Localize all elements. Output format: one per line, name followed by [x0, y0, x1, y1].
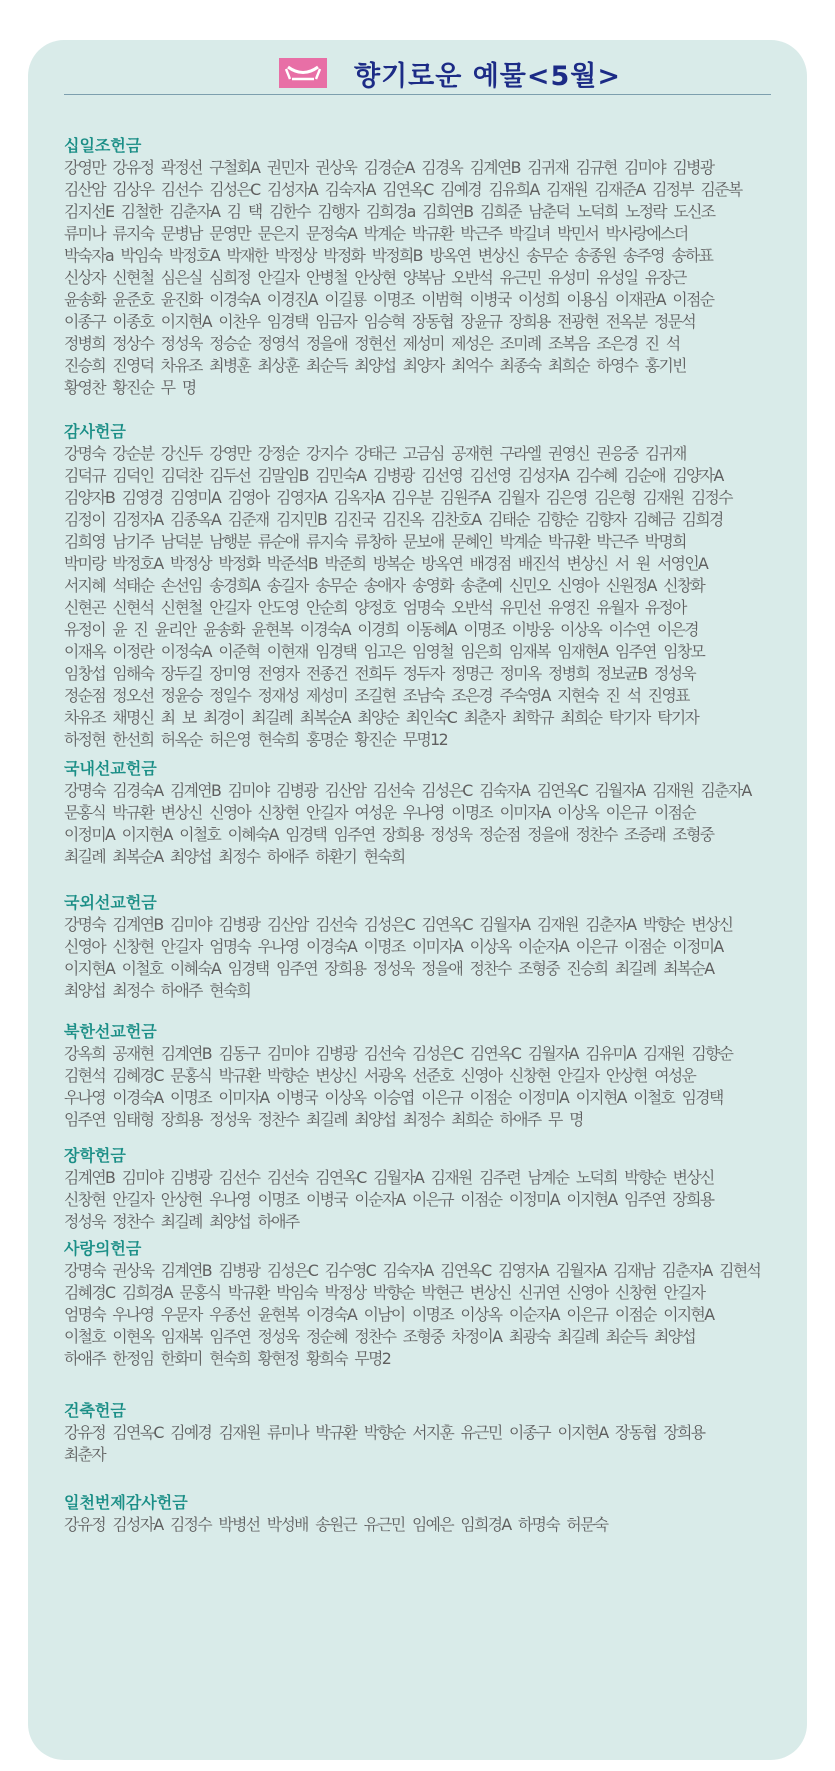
- section-title: 국내선교헌금: [64, 759, 157, 778]
- donor-names-row: 강옥희 공재현 김계연B 김동구 김미야 김병광 김선숙 김성은C 김연옥C 김월자A 김유미A 김재원 김향순: [64, 1044, 733, 1063]
- donor-names-row: 차유조 채명신 최 보 최경이 최길례 최복순A 최양순 최인숙C 최춘자 최학규 최희순 탁기자 탁기자: [64, 708, 699, 727]
- donor-names-row: 박숙자a 박임숙 박정호A 박재한 박정상 박정화 박정희B 방옥연 변상신 송무순 송종원 송주영 송하표: [64, 246, 713, 265]
- donor-names-row: 문홍식 박규환 변상신 신영아 신창현 안길자 여성운 우나영 이명조 이미자A 이상옥 이은규 이점순: [64, 803, 695, 822]
- offering-section: [64, 421, 783, 751]
- donor-names-row: 정성욱 정찬수 최길례 최양섭 하애주: [64, 1212, 299, 1231]
- donor-names-row: 박미랑 박정호A 박정상 박정화 박준석B 박준희 방복순 방옥연 배경점 배진석 변상신 서 원 서영인A: [64, 554, 708, 573]
- offering-section: [64, 892, 783, 1002]
- donor-names-row: 엄명숙 우나영 우문자 우종선 윤현복 이경숙A 이남이 이명조 이상옥 이순자A 이은규 이점순 이지현A: [64, 1305, 714, 1324]
- donor-names-row: 최길례 최복순A 최양섭 최정수 하애주 하환기 현숙희: [64, 847, 405, 866]
- donor-names-row: 김혜경C 김희경A 문홍식 박규환 박임숙 박정상 박향순 박현근 변상신 신귀연 신영아 신창현 안길자: [64, 1283, 705, 1302]
- donor-names-row: 이철호 이현옥 임재복 임주연 정성욱 정순혜 정찬수 조형중 차정이A 최광숙 최길례 최순득 최양섭: [64, 1327, 695, 1346]
- section-title: 국외선교헌금: [64, 893, 157, 912]
- section-title: 일천번제감사헌금: [64, 1493, 188, 1512]
- donor-names-row: 신영아 신창현 안길자 엄명숙 우나영 이경숙A 이명조 이미자A 이상옥 이순자A 이은규 이점순 이정미A: [64, 937, 723, 956]
- offering-section: [64, 1145, 783, 1233]
- donor-names-row: 김덕규 김덕인 김덕찬 김두선 김말임B 김민숙A 김병광 김선영 김선영 김성자A 김수혜 김순애 김양자A: [64, 466, 723, 485]
- donor-names-row: 강명숙 강순분 강신두 강영만 강정순 강지수 강태근 고금심 공재현 구라엘 권영신 권응중 김귀재: [64, 444, 686, 463]
- donor-names-row: 우나영 이경숙A 이명조 이미자A 이병국 이상옥 이승엽 이은규 이점순 이정미A 이지현A 이철호 임경택: [64, 1088, 723, 1107]
- offering-section: [64, 758, 783, 868]
- donor-names-row: 서지혜 석태순 손선임 송경희A 송길자 송무순 송애자 송영화 송춘예 신민오 신영아 신원정A 신창화: [64, 576, 705, 595]
- donor-names-row: 강영만 강유정 곽정선 구철회A 권민자 권상욱 김경순A 김경옥 김계연B 김귀재 김규현 김미야 김병광: [64, 158, 714, 177]
- donor-names-row: 류미나 류지숙 문병남 문영만 문은지 문정숙A 박계순 박규환 박근주 박길녀 박민서 박사랑에스더: [64, 224, 688, 243]
- donor-names-row: 김현석 김혜경C 문홍식 박규환 박향순 변상신 서광옥 선준호 신영아 신창현 안길자 안상현 여성운: [64, 1066, 696, 1085]
- donor-names-row: 신창현 안길자 안상현 우나영 이명조 이병국 이순자A 이은규 이점순 이정미A 이지현A 임주연 장희용: [64, 1190, 714, 1209]
- donor-names-row: 진승희 진영덕 차유조 최병훈 최상훈 최순득 최양섭 최양자 최억수 최종숙 최희순 하영수 홍기빈: [64, 356, 686, 375]
- section-title: 감사헌금: [64, 422, 126, 441]
- offering-section: [64, 135, 783, 399]
- offering-section: [64, 1492, 783, 1536]
- donor-names-row: 황영찬 황진순 무 명: [64, 378, 196, 397]
- header: [64, 50, 771, 95]
- section-title: 사랑의헌금: [64, 1239, 142, 1258]
- offering-section: [64, 1400, 783, 1466]
- donor-names-row: 김희영 남기주 남덕분 남행분 류순애 류지숙 류창하 문보애 문혜인 박계순 박규환 박근주 박명희: [64, 532, 686, 551]
- section-title: 십일조헌금: [64, 136, 142, 155]
- donor-names-row: 하정현 한선희 허옥순 허은영 현숙희 홍명순 황진순 무명12: [64, 730, 448, 749]
- section-title: 장학헌금: [64, 1146, 126, 1165]
- donor-names-row: 김지선E 김철한 김춘자A 김 택 김한수 김행자 김희경a 김희연B 김희준 남춘덕 노덕희 노정락 도신조: [64, 202, 715, 221]
- donor-names-row: 김정이 김정자A 김종옥A 김준재 김지민B 김진국 김진옥 김찬호A 김태순 김향순 김향자 김혜금 김희경: [64, 510, 723, 529]
- donor-names-row: 임주연 임태형 장희용 정성욱 정찬수 최길례 최양섭 최정수 최희순 하애주 무 명: [64, 1110, 583, 1129]
- offering-section: [64, 1021, 783, 1131]
- donor-names-row: 최양섭 최정수 하애주 현숙희: [64, 981, 251, 1000]
- donor-names-row: 최춘자: [64, 1445, 105, 1464]
- donor-names-row: 강유정 김성자A 김정수 박병선 박성배 송원근 유근민 임예은 임희경A 하명숙 허문숙: [64, 1515, 608, 1534]
- donor-names-row: 유정이 윤 진 윤리안 윤송화 윤현복 이경숙A 이경희 이동혜A 이명조 이방웅 이상옥 이수연 이은경: [64, 620, 698, 639]
- donor-names-row: 이정미A 이지현A 이철호 이혜숙A 임경택 임주연 장희용 정성욱 정순점 정을애 정찬수 조증래 조형중: [64, 825, 714, 844]
- offering-section: [64, 1238, 783, 1370]
- offering-card: [28, 40, 807, 1760]
- donor-names-row: 윤송화 윤준호 윤진화 이경숙A 이경진A 이길룡 이명조 이범혁 이병국 이성희 이용심 이재관A 이점순: [64, 290, 714, 309]
- donor-names-row: 김계연B 김미야 김병광 김선수 김선숙 김연옥C 김월자A 김재원 김주련 남계순 노덕희 박향순 변상신: [64, 1168, 714, 1187]
- donor-names-row: 강유정 김연옥C 김예경 김재원 류미나 박규환 박향순 서지훈 유근민 이종구 이지현A 장동협 장희용: [64, 1423, 705, 1442]
- donor-names-row: 신현곤 신현석 신현철 안길자 안도영 안순희 양정호 엄명숙 오반석 유민선 유영진 유월자 유정아: [64, 598, 686, 617]
- donor-names-row: 김산암 김상우 김선수 김성은C 김성자A 김숙자A 김연옥C 김예경 김유희A 김재원 김재준A 김정부 김준복: [64, 180, 742, 199]
- donor-names-row: 정병희 정상수 정성욱 정승순 정영석 정을애 정현선 제성미 제성은 조미례 조복음 조은경 진 석: [64, 334, 680, 353]
- donor-names-row: 이종구 이종호 이지현A 이찬우 임경택 임금자 임승혁 장동협 장윤규 장희용 전광현 전옥분 정문석: [64, 312, 695, 331]
- donor-names-row: 강명숙 김계연B 김미야 김병광 김산암 김선숙 김성은C 김연옥C 김월자A 김재원 김춘자A 박향순 변상신: [64, 915, 733, 934]
- donor-names-row: 이재옥 이정란 이정숙A 이준혁 이현재 임경택 임고은 임영철 임은희 임재복 임재현A 임주연 임창모: [64, 642, 705, 661]
- donor-names-row: 이지현A 이철호 이혜숙A 임경택 임주연 장희용 정성욱 정을애 정찬수 조형중 진승희 최길례 최복순A: [64, 959, 714, 978]
- donor-names-row: 강명숙 김경숙A 김계연B 김미야 김병광 김산암 김선숙 김성은C 김숙자A 김연옥C 김월자A 김재원 김춘자A: [64, 781, 751, 800]
- gift-box-icon: [279, 58, 327, 88]
- donor-names-row: 정순점 정오선 정윤승 정일수 정재성 제성미 조길현 조남숙 조은경 주숙영A 지현숙 진 석 진영표: [64, 686, 689, 705]
- section-title: 북한선교헌금: [64, 1022, 157, 1041]
- donor-names-row: 강명숙 권상욱 김계연B 김병광 김성은C 김수영C 김숙자A 김연옥C 김영자A 김월자A 김재남 김춘자A 김현석: [64, 1261, 761, 1280]
- donor-names-row: 김양자B 김영경 김영미A 김영아 김영자A 김옥자A 김우분 김원주A 김월자 김은영 김은형 김재원 김정수: [64, 488, 732, 507]
- donor-names-row: 하애주 한정임 한화미 현숙희 황현정 황희숙 무명2: [64, 1349, 391, 1368]
- section-title: 건축헌금: [64, 1401, 126, 1420]
- donor-names-row: 임창섭 임해숙 장두길 장미영 전영자 전종건 전희두 정두자 정명근 정미옥 정병희 정보균B 정성욱: [64, 664, 696, 683]
- donor-names-row: 신상자 신현철 심은실 심희정 안길자 안병철 안상현 양복남 오반석 유근민 유성미 유성일 유장근: [64, 268, 686, 287]
- page-title: 향기로운 예물<5월>: [354, 61, 622, 92]
